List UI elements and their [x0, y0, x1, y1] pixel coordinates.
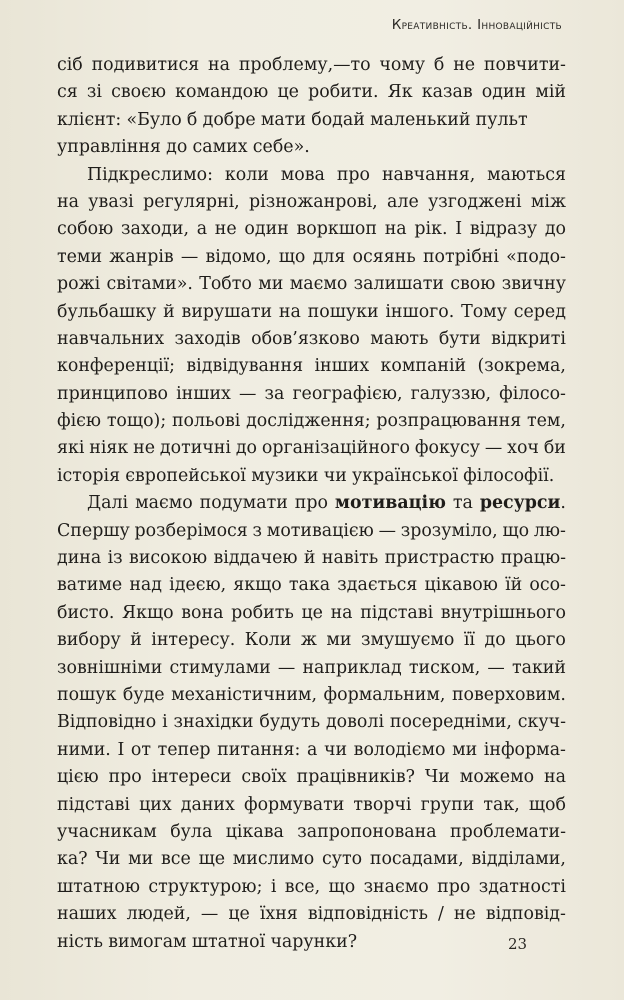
- word: будуть: [259, 712, 321, 733]
- word: але: [387, 191, 419, 212]
- word: філософії.: [463, 465, 555, 486]
- word: так,: [483, 794, 520, 815]
- word: інших: [176, 383, 231, 404]
- word: хоч: [507, 438, 539, 459]
- word: штатної: [191, 931, 266, 952]
- text-line: [57, 216, 566, 243]
- word: європейської: [125, 465, 246, 486]
- word: можемо: [459, 767, 535, 788]
- word: ми: [452, 739, 478, 760]
- word: ся: [57, 82, 78, 103]
- word: суто: [322, 849, 363, 870]
- text-line: [57, 545, 566, 572]
- word: відкриті: [491, 328, 566, 349]
- word: над: [129, 575, 163, 596]
- text-line: [57, 627, 566, 654]
- word: робити.: [308, 82, 379, 103]
- text-line: [57, 244, 566, 271]
- word: й: [130, 630, 142, 651]
- word: все: [160, 849, 191, 870]
- word: маємо: [135, 493, 193, 514]
- word: от: [130, 739, 152, 760]
- word: посадами,: [369, 849, 464, 870]
- word: до: [544, 219, 566, 240]
- word: один: [481, 82, 527, 103]
- word: ватиме: [57, 575, 123, 596]
- word: зрозуміло,: [400, 520, 498, 541]
- word: —: [277, 657, 296, 678]
- word: Спершу: [57, 520, 130, 541]
- word: «подо-: [506, 246, 566, 267]
- word: пульт: [475, 109, 528, 130]
- word: й: [163, 301, 175, 322]
- word: вирушати: [181, 301, 273, 322]
- word: іншого.: [385, 301, 455, 322]
- word: теми: [57, 246, 103, 267]
- text-line: [57, 792, 566, 819]
- word: формувати: [243, 794, 345, 815]
- word: навіть: [321, 548, 379, 569]
- word: української: [352, 465, 458, 486]
- word: що: [328, 876, 356, 897]
- word: сіб: [57, 55, 83, 75]
- word: розберімося: [134, 520, 248, 541]
- word: мова: [280, 164, 325, 185]
- word: цього: [515, 630, 566, 651]
- word: б: [186, 109, 198, 130]
- word: мій: [535, 82, 566, 103]
- word: мати: [260, 109, 307, 130]
- word: все,: [284, 876, 321, 897]
- word: увазі: [88, 191, 134, 212]
- word: І: [117, 739, 125, 760]
- word: регулярні,: [143, 191, 240, 212]
- word: серед: [513, 301, 566, 322]
- text-line: [57, 819, 566, 846]
- text-line: [57, 682, 566, 709]
- word: інформа-: [483, 739, 566, 760]
- word: клієнт:: [57, 109, 122, 130]
- word: ними.: [57, 739, 111, 760]
- word: творчі: [353, 794, 412, 815]
- word: Відповідно: [57, 712, 157, 733]
- word: подивитися: [91, 55, 200, 75]
- word: із: [107, 548, 123, 569]
- word: відвідування: [186, 356, 304, 377]
- word: Коли: [244, 630, 292, 651]
- word: її: [463, 630, 475, 651]
- word: своїх: [241, 767, 287, 788]
- word: якщо: [233, 575, 282, 596]
- word: —: [484, 438, 503, 459]
- word: своєю: [111, 82, 166, 103]
- word: працю-: [500, 548, 566, 569]
- word: чарунки?: [270, 931, 358, 952]
- word: маленький: [370, 109, 471, 130]
- word: мотивацією: [266, 520, 374, 541]
- word: за: [264, 383, 285, 404]
- word: між: [530, 191, 566, 212]
- word: групи: [420, 794, 475, 815]
- word: тем,: [526, 411, 566, 432]
- word: вона: [181, 602, 224, 623]
- word: галуззю,: [410, 383, 492, 404]
- text-line: [57, 162, 566, 189]
- word: працівників?: [296, 767, 415, 788]
- word: звичну: [501, 274, 566, 295]
- word: —: [487, 657, 505, 678]
- text-line: [57, 572, 566, 599]
- word: фокусу: [414, 438, 481, 459]
- word: повчити-: [483, 55, 566, 75]
- word: «Було: [126, 109, 182, 130]
- word: осо-: [529, 575, 566, 596]
- word: зі: [86, 82, 102, 103]
- word: штатною: [57, 876, 140, 897]
- word: не: [453, 904, 476, 925]
- word: тощо);: [106, 411, 167, 432]
- word: підставі: [360, 602, 434, 623]
- word: стимулами: [169, 657, 271, 678]
- text-line: [57, 874, 566, 901]
- word: бисто.: [57, 602, 115, 623]
- word: мають: [370, 328, 429, 349]
- word: польові: [171, 411, 241, 432]
- word: на: [330, 602, 353, 623]
- word: компаній: [380, 356, 467, 377]
- word: які: [57, 438, 85, 459]
- word: посередніми,: [389, 712, 512, 733]
- word: володіємо: [353, 739, 446, 760]
- word: й: [303, 548, 316, 569]
- word: подумати: [199, 493, 288, 514]
- page-number: 23: [508, 935, 528, 953]
- word: на: [384, 219, 407, 240]
- word: обов’язково: [251, 328, 360, 349]
- word: до: [166, 137, 188, 158]
- running-head: Креативність. Інноваційність: [391, 17, 562, 33]
- word: це: [301, 602, 323, 623]
- word: казав: [421, 82, 473, 103]
- word: цих: [139, 794, 172, 815]
- word: чи: [323, 739, 348, 760]
- word: І: [455, 219, 463, 240]
- word: —: [180, 246, 199, 267]
- word: про: [108, 767, 142, 788]
- text-line: [57, 901, 566, 928]
- word: запропонована: [297, 821, 437, 842]
- word: що: [278, 246, 306, 267]
- text-line: [57, 929, 566, 956]
- word: не: [133, 438, 156, 459]
- word: що: [502, 520, 530, 541]
- word: ніяк: [89, 438, 129, 459]
- word: дотичні: [159, 438, 231, 459]
- word: на: [543, 767, 566, 788]
- word: людей,: [126, 904, 191, 925]
- word: цікава: [225, 821, 284, 842]
- word: ми: [326, 630, 352, 651]
- text-line: [57, 299, 566, 326]
- word: відразу: [469, 219, 538, 240]
- word: різножанрові,: [249, 191, 378, 212]
- word: організаційного: [261, 438, 410, 459]
- word: пристрастю: [384, 548, 495, 569]
- word: проблему,—то: [238, 55, 371, 75]
- word: Чи: [424, 767, 450, 788]
- word: відомо,: [205, 246, 272, 267]
- word: ка?: [57, 849, 88, 870]
- word: на: [57, 191, 79, 212]
- word: потрібні: [422, 246, 499, 267]
- word: свою: [450, 274, 496, 295]
- text-line: [57, 490, 566, 517]
- word: собою: [57, 219, 114, 240]
- text-line: [57, 408, 566, 435]
- word: цією: [57, 767, 99, 788]
- word: залишати: [353, 274, 444, 295]
- text-line: [57, 435, 566, 462]
- word: цікавою: [424, 575, 498, 596]
- word: внутрішнього: [440, 602, 566, 623]
- word: управління: [57, 137, 161, 158]
- word: наприклад: [302, 657, 402, 678]
- word: (зокрема,: [477, 356, 566, 377]
- word: маються: [487, 164, 566, 185]
- word: рожі: [57, 274, 101, 295]
- word: щоб: [528, 794, 566, 815]
- word: самих: [192, 137, 248, 158]
- word: рік.: [414, 219, 448, 240]
- word: музики: [251, 465, 319, 486]
- word: Далі: [87, 493, 129, 514]
- word: заходи,: [121, 219, 189, 240]
- word: така: [288, 575, 331, 596]
- word: тепер: [157, 739, 211, 760]
- word: інших: [314, 356, 370, 377]
- word: добре: [202, 109, 256, 130]
- word: ність: [57, 931, 103, 952]
- text-line: [57, 655, 566, 682]
- word: високою: [129, 548, 208, 569]
- text-line: [57, 737, 566, 764]
- word: для: [312, 246, 346, 267]
- word: Тобто: [199, 274, 252, 295]
- word: з: [252, 520, 263, 541]
- word: а: [196, 219, 208, 240]
- word: розпрацювання: [376, 411, 522, 432]
- word: інтересу.: [151, 630, 236, 651]
- word: скуч-: [517, 712, 566, 733]
- word: географією,: [292, 383, 403, 404]
- word: наших: [57, 904, 117, 925]
- word: вимогам: [108, 931, 187, 952]
- word: поверховим.: [451, 684, 566, 705]
- word: тиском,: [408, 657, 481, 678]
- word: знаємо: [363, 876, 429, 897]
- word: світами».: [106, 274, 193, 295]
- word: пошуки: [307, 301, 379, 322]
- word: даних: [180, 794, 235, 815]
- text-line: [57, 79, 566, 106]
- word: на: [278, 301, 301, 322]
- word: мислимо: [232, 849, 315, 870]
- text-line: [57, 764, 566, 791]
- word: пошук: [57, 684, 117, 705]
- word: фією: [57, 411, 102, 432]
- word: питання:: [217, 739, 301, 760]
- word: маємо: [289, 274, 348, 295]
- word: командою: [175, 82, 269, 103]
- word: була: [170, 821, 213, 842]
- word: конференції;: [57, 356, 176, 377]
- word: і: [162, 712, 168, 733]
- word: підставі: [57, 794, 130, 815]
- text-line: [57, 107, 566, 134]
- word: формальним,: [323, 684, 446, 705]
- word: себе».: [252, 137, 310, 158]
- word: ще: [198, 849, 226, 870]
- word: учасникам: [57, 821, 157, 842]
- word: про: [437, 876, 471, 897]
- word: Чи: [95, 849, 121, 870]
- word: —: [200, 904, 219, 925]
- word: осяянь: [352, 246, 416, 267]
- word: не: [453, 55, 476, 75]
- word: структурою;: [148, 876, 263, 897]
- word: бути: [438, 328, 481, 349]
- word: Як: [387, 82, 413, 103]
- word: про: [294, 493, 328, 514]
- word: до: [484, 630, 506, 651]
- word: лю-: [533, 520, 566, 541]
- word: воркшоп: [296, 219, 377, 240]
- text-line: [57, 271, 566, 298]
- word: механістичним,: [171, 684, 317, 705]
- word: чому: [379, 55, 426, 75]
- word: та: [452, 493, 473, 514]
- word: а: [306, 739, 318, 760]
- word: ми: [128, 849, 154, 870]
- word: про: [336, 164, 371, 185]
- word: —: [238, 383, 257, 404]
- word: доволі: [325, 712, 385, 733]
- word: їхня: [259, 904, 298, 925]
- word: вибору: [57, 630, 121, 651]
- word: бульбашку: [57, 301, 157, 322]
- word: на: [208, 55, 231, 75]
- word: заходів: [174, 328, 241, 349]
- word: дослідження;: [246, 411, 371, 432]
- word: би: [543, 438, 566, 459]
- word: ресурси.: [479, 493, 566, 514]
- word: робить: [231, 602, 294, 623]
- word: Тому: [461, 301, 507, 322]
- word: б: [433, 55, 445, 75]
- text-line: [57, 52, 566, 79]
- word: дина: [57, 548, 102, 569]
- word: не: [214, 219, 237, 240]
- word: і: [270, 876, 277, 897]
- text-line: [57, 134, 566, 161]
- text-line: [57, 326, 566, 353]
- word: проблемати-: [450, 821, 566, 842]
- word: зовнішніми: [57, 657, 163, 678]
- word: ж: [300, 630, 317, 651]
- word: це: [277, 82, 299, 103]
- word: здається: [337, 575, 418, 596]
- word: ідеєю,: [169, 575, 227, 596]
- word: мотивацію: [334, 493, 446, 514]
- word: Якщо: [122, 602, 174, 623]
- text-line: [57, 381, 566, 408]
- word: інтереси: [151, 767, 232, 788]
- text-line: [57, 600, 566, 627]
- word: один: [244, 219, 289, 240]
- word: такий: [511, 657, 566, 678]
- text-line: [57, 463, 566, 490]
- word: навчальних: [57, 328, 165, 349]
- word: відділами,: [471, 849, 566, 870]
- word: Підкреслимо:: [87, 164, 213, 185]
- word: їй: [505, 575, 523, 596]
- word: змушуємо: [360, 630, 455, 651]
- text-line: [57, 709, 566, 736]
- word: це: [228, 904, 250, 925]
- word: жанрів: [109, 246, 174, 267]
- word: буде: [122, 684, 165, 705]
- word: навчання,: [381, 164, 476, 185]
- word: узгоджені: [428, 191, 522, 212]
- word: чи: [323, 465, 347, 486]
- word: коли: [224, 164, 269, 185]
- word: відповід-: [485, 904, 566, 925]
- body-text: [57, 52, 566, 956]
- word: відповідність: [307, 904, 428, 925]
- word: до: [235, 438, 258, 459]
- word: філосо-: [499, 383, 566, 404]
- word: —: [378, 520, 396, 541]
- word: історія: [57, 465, 121, 486]
- text-line: [57, 189, 566, 216]
- text-line: [57, 518, 566, 545]
- word: віддачею: [213, 548, 298, 569]
- word: ми: [258, 274, 284, 295]
- text-line: [57, 846, 566, 873]
- word: /: [438, 904, 444, 925]
- word: знахідки: [173, 712, 254, 733]
- word: здатності: [478, 876, 566, 897]
- text-line: [57, 353, 566, 380]
- word: бодай: [311, 109, 365, 130]
- word: принципово: [57, 383, 169, 404]
